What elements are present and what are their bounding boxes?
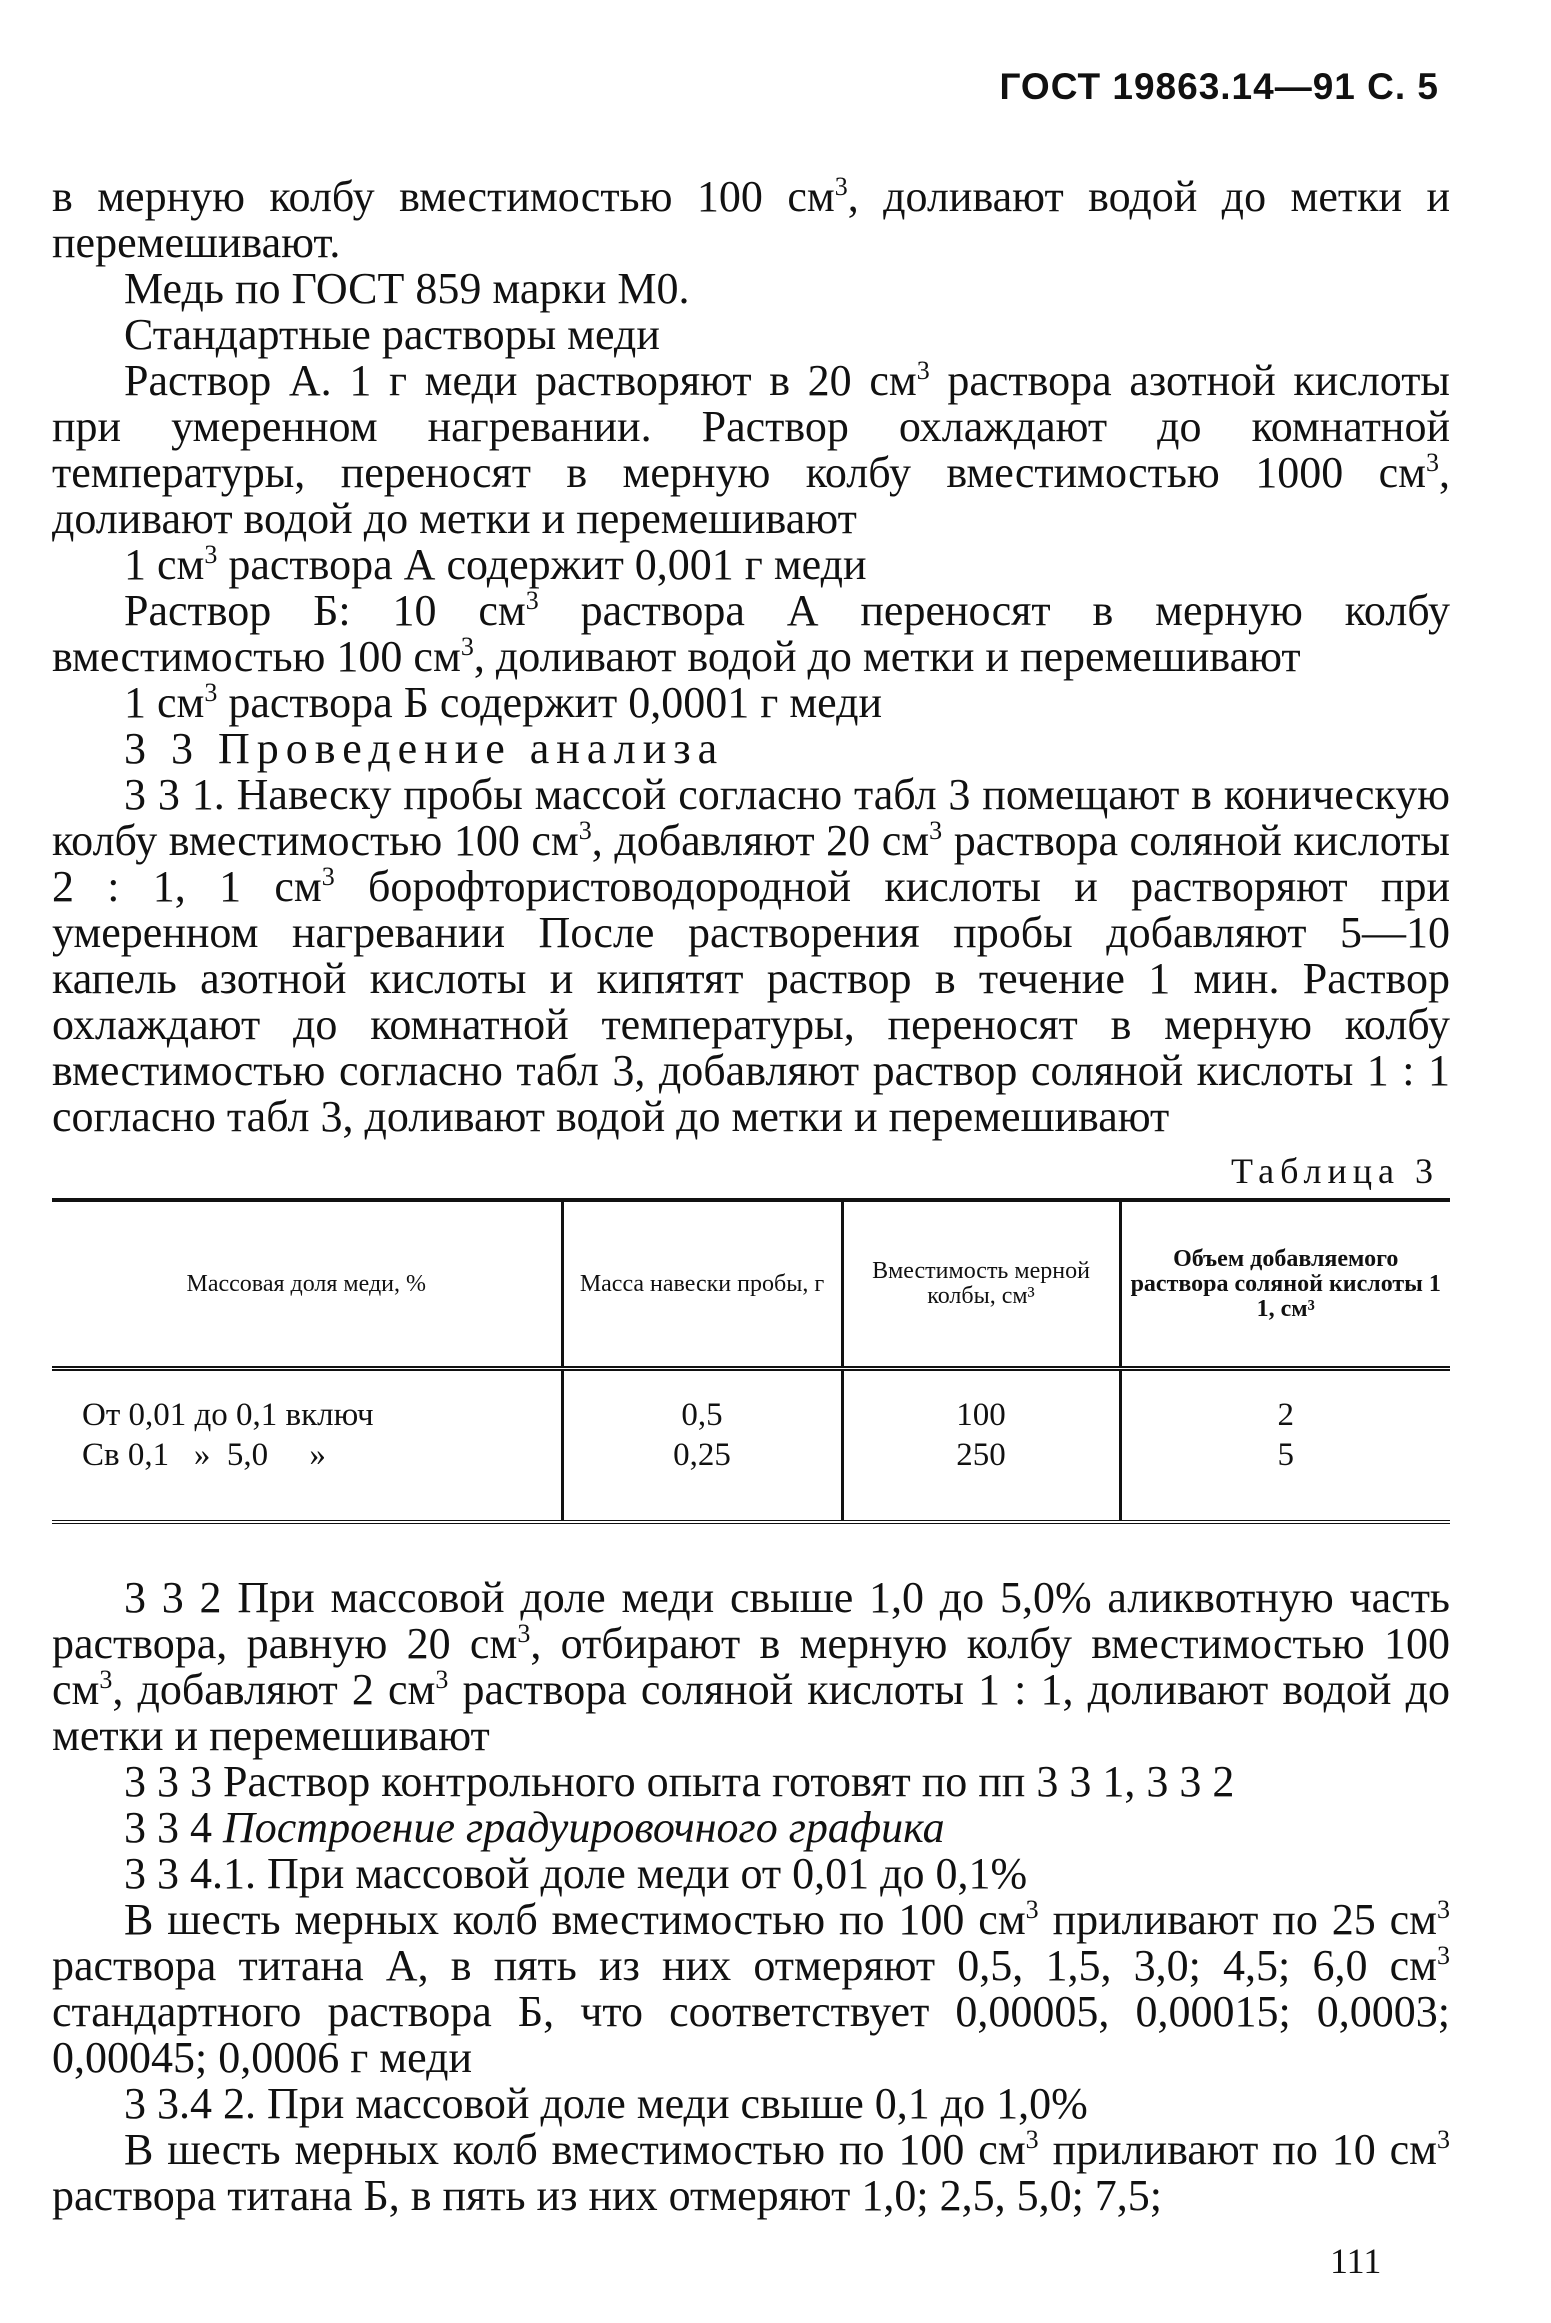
cell-sample-mass: 0,5 0,25: [562, 1369, 842, 1523]
paragraph-3-3-4-2: 3 3.4 2. При массовой доле меди свыше 0,1 до 1,0%: [124, 2079, 1088, 2128]
table-3: [52, 1198, 1450, 1524]
paragraph-solution-b-content: 1 $см^3$ раствора Б содержит 0,0001 г меди: [124, 678, 883, 727]
section-heading-analysis: 3 3 Проведение анализа: [124, 724, 725, 773]
text-block-bottom: [52, 1575, 1450, 2219]
paragraph-continued: в мерную колбу вместимостью 100 $см^3$, доливают водой до метки и перемешивают.: [52, 172, 1450, 267]
header-flask-volume: Вместимость мерной колбы, см³: [842, 1200, 1120, 1369]
paragraph-3-3-4-1: 3 3 4.1. При массовой доле меди от 0,01 до 0,1%: [124, 1849, 1028, 1898]
text-block-top: [52, 174, 1450, 1140]
header-acid-volume: Объем добавляемого раствора соляной кислоты 1 1, см³: [1120, 1200, 1450, 1369]
cell-flask-volume: 100 250: [842, 1369, 1120, 1523]
table-header-row: [52, 1200, 1450, 1369]
header-copper-fraction: Массовая доля меди, %: [52, 1200, 562, 1369]
header-sample-mass: Масса навески пробы, г: [562, 1200, 842, 1369]
page-number: 111: [1330, 2241, 1382, 2281]
paragraph-solution-b: Раствор Б: 10 $см^3$ раствора А переносят в мерную колбу вместимостью 100 $см^3$, доливают водой до метки и перемешивают: [52, 586, 1450, 681]
paragraph-3-3-2: 3 3 2 При массовой доле меди свыше 1,0 до 5,0% аликвотную часть раствора, равную 20 $см^3$, отбирают в мерную колбу вместимостью 100 $см^3$, добавляют 2 $см^3$ раствора соляной кислоты 1 : 1, доливают водой до метки и перемешивают: [52, 1573, 1451, 1760]
paragraph-3-3-3: 3 3 3 Раствор контрольного опыта готовят по пп 3 3 1, 3 3 2: [124, 1757, 1235, 1806]
paragraph-3-3-4: 3 3 4 Построение градуировочного графика: [124, 1803, 945, 1852]
table-caption: Таблица 3: [1231, 1151, 1439, 1191]
cell-copper-fraction: От 0,01 до 0,1 включ Св 0,1 » 5,0 »: [82, 1397, 374, 1473]
paragraph-solution-a-content: 1 $см^3$ раствора А содержит 0,001 г меди: [124, 540, 867, 589]
table-row: [52, 1369, 1450, 1523]
paragraph-standard-solutions: Стандартные растворы меди: [124, 310, 660, 359]
cell-acid-volume: 2 5: [1120, 1369, 1450, 1523]
running-header: ГОСТ 19863.14—91 С. 5: [999, 66, 1439, 107]
paragraph-flasks-b: В шесть мерных колб вместимостью по 100 $см^3$ приливают по 10 $см^3$ раствора титана Б, в пять из них отмеряют 1,0; 2,5, 5,0; 7,5;: [52, 2125, 1451, 2220]
paragraph-flasks-a: В шесть мерных колб вместимостью по 100 $см^3$ приливают по 25 $см^3$ раствора титана А, в пять из них отмеряют 0,5, 1,5, 3,0; 4,5; 6,0 $см^3$ стандартного раствора Б, что соответствует 0,00005, 0,00015; 0,0003; 0,00045; 0,0006 г меди: [52, 1895, 1451, 2082]
paragraph-copper-grade: Медь по ГОСТ 859 марки М0.: [124, 264, 690, 313]
paragraph-3-3-1: 3 3 1. Навеску пробы массой согласно табл 3 помещают в коническую колбу вместимостью 100 $см^3$, добавляют 20 $см^3$ раствора соляной кислоты 2 : 1, 1 $см^3$ борофтористоводородной кислоты и растворяют при умеренном нагревании После растворения пробы добавляют 5—10 капель азотной кислоты и кипятят раствор в течение 1 мин. Раствор охлаждают до комнатной температуры, переносят в мерную колбу вместимостью согласно табл 3, добавляют раствор соляной кислоты 1 : 1 согласно табл 3, доливают водой до метки и перемешивают: [52, 770, 1450, 1141]
paragraph-solution-a: Раствор А. 1 г меди растворяют в 20 $см^3$ раствора азотной кислоты при умеренном нагревании. Раствор охлаждают до комнатной температуры, переносят в мерную колбу вместимостью 1000 $см^3$, доливают водой до метки и перемешивают: [52, 356, 1450, 543]
